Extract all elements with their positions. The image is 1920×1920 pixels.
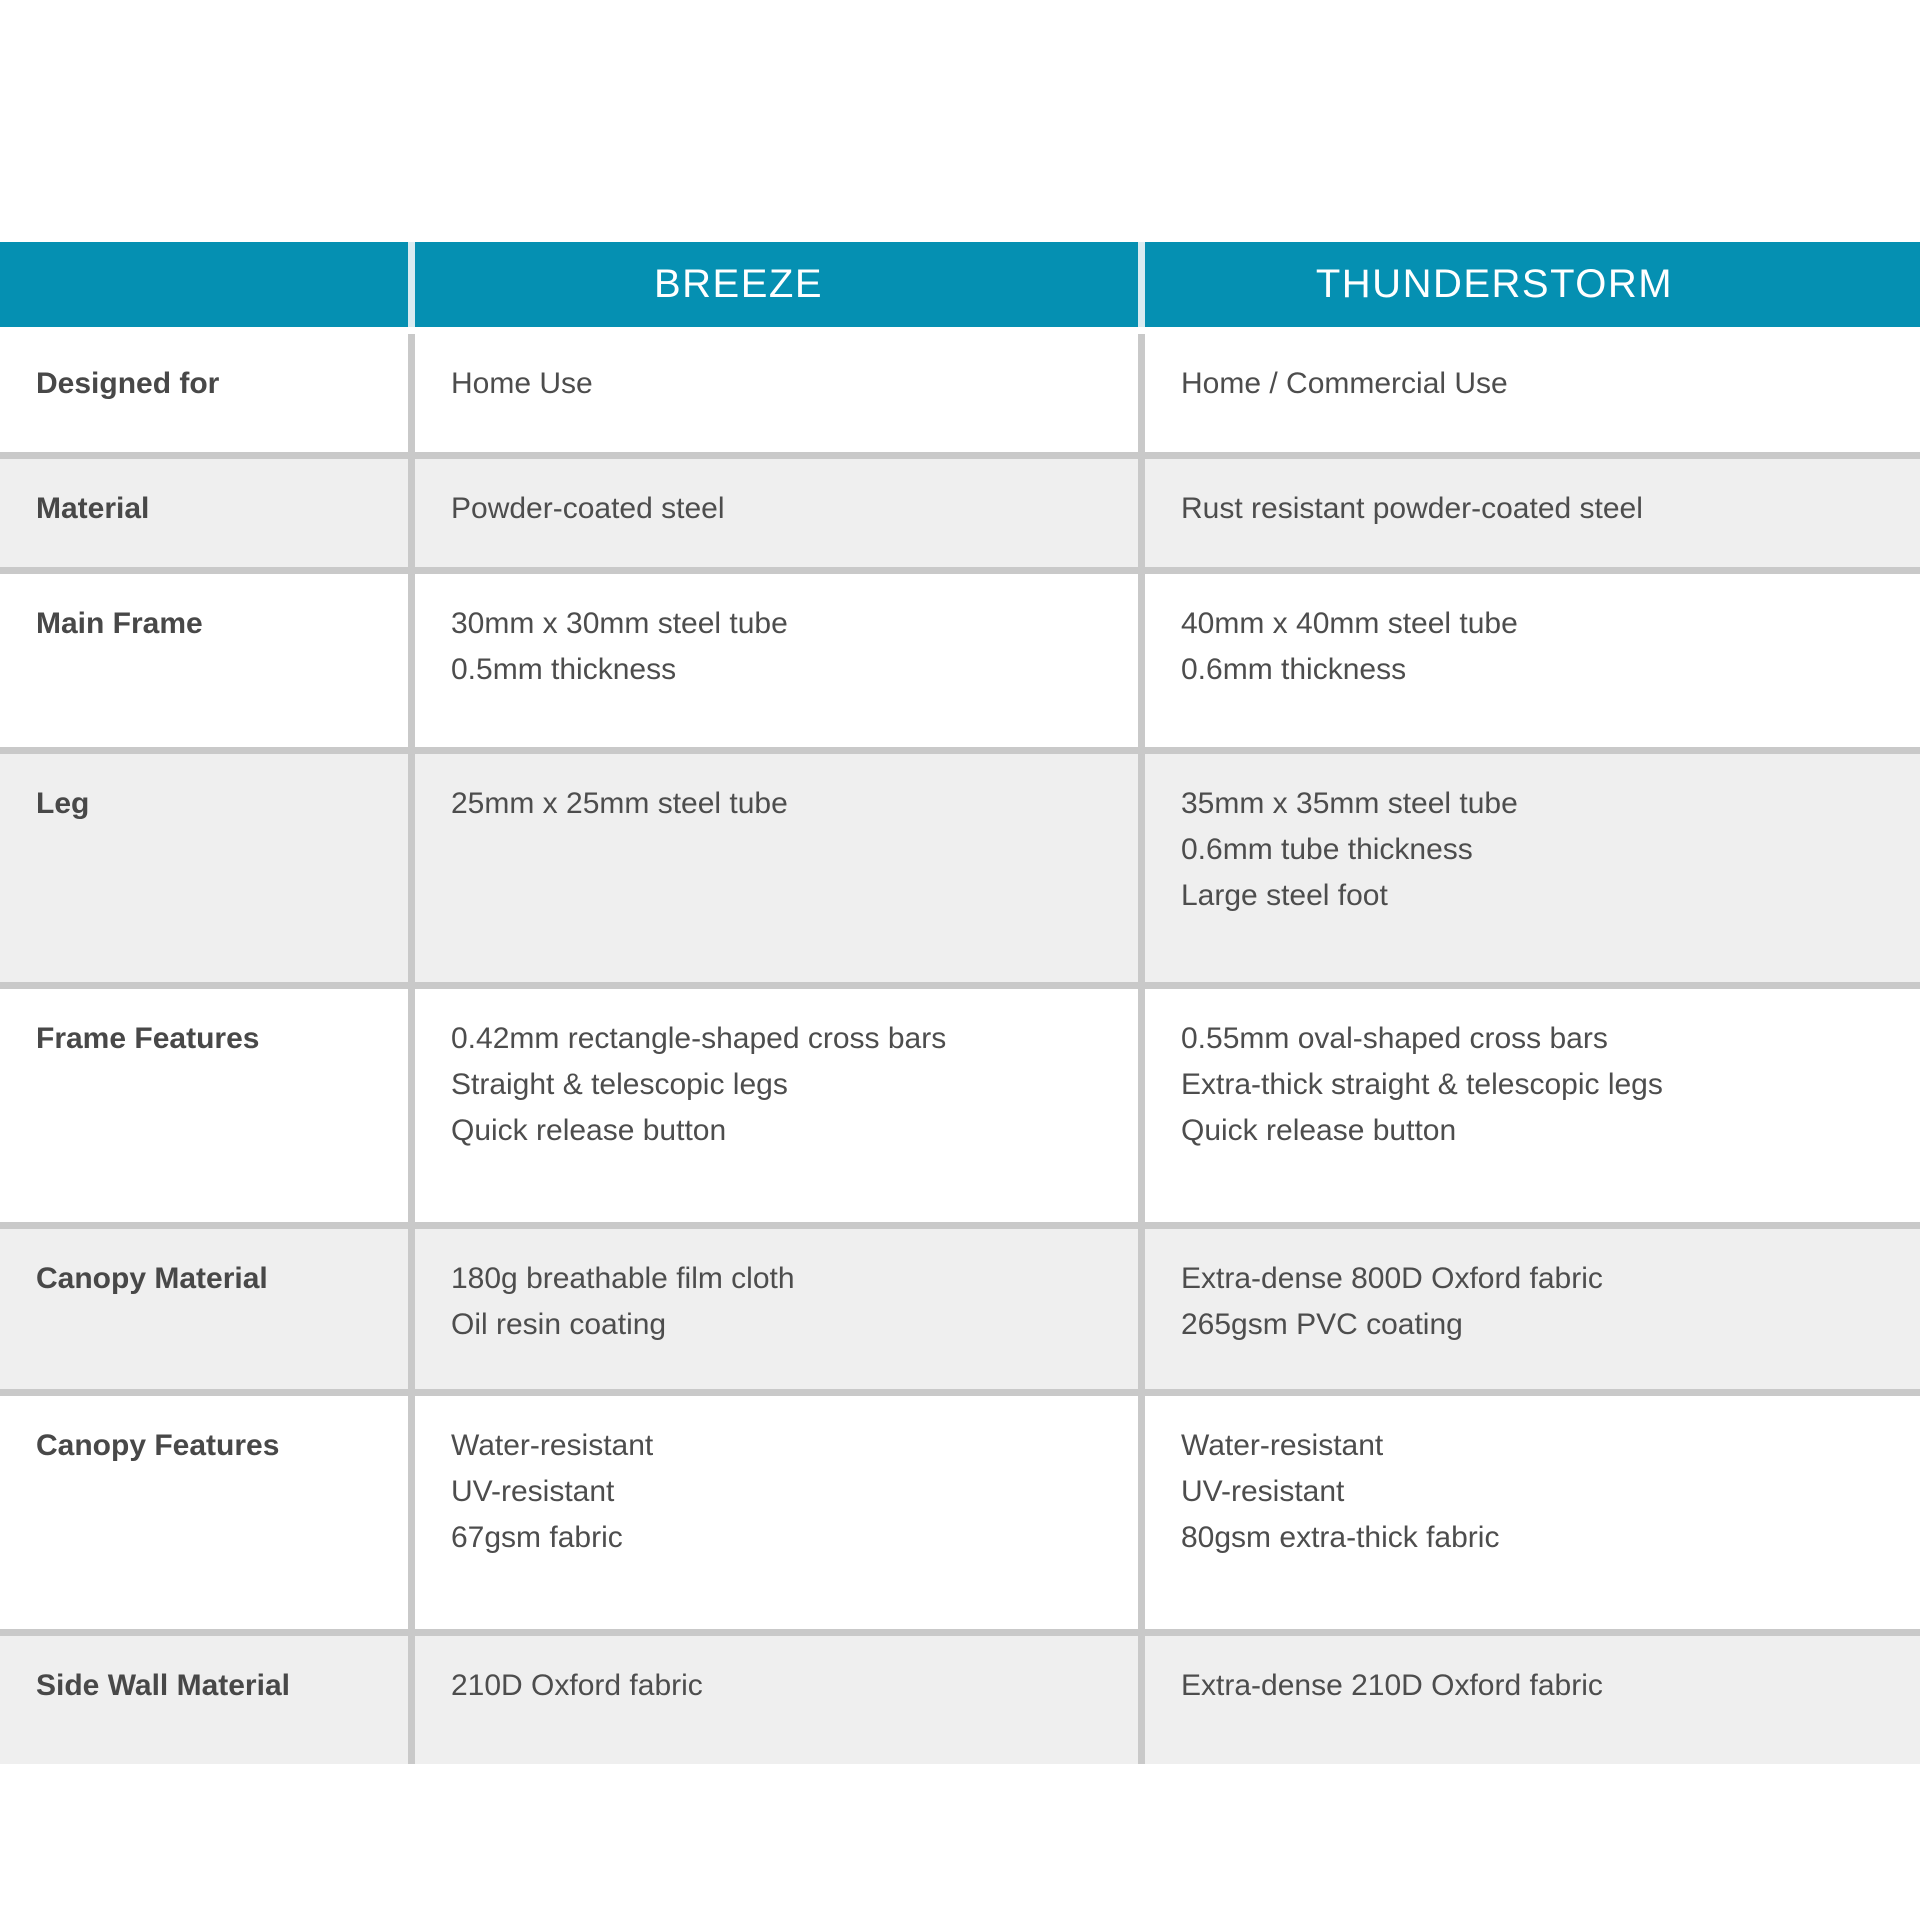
table-header-row (0, 242, 1920, 327)
value-line: 180g breathable film cloth (451, 1262, 795, 1295)
value-line: Rust resistant powder-coated steel (1181, 492, 1643, 525)
breeze-value (415, 459, 1138, 567)
row-label: Material (0, 459, 408, 567)
value-line: 0.42mm rectangle-shaped cross bars (451, 1022, 947, 1055)
value-line: 265gsm PVC coating (1181, 1308, 1463, 1341)
value-line: 30mm x 30mm steel tube (451, 607, 788, 640)
value-line: UV-resistant (1181, 1475, 1345, 1508)
row-label: Frame Features (0, 989, 408, 1222)
value-line: Home / Commercial Use (1181, 367, 1508, 400)
breeze-value (415, 574, 1138, 747)
table-header-thunderstorm: THUNDERSTORM (1145, 242, 1920, 327)
value-line: Water-resistant (1181, 1429, 1384, 1462)
value-line: Home Use (451, 367, 593, 400)
table-header-breeze: BREEZE (415, 242, 1138, 327)
value-line: Powder-coated steel (451, 492, 725, 525)
row-label: Designed for (0, 334, 408, 452)
breeze-value (415, 1229, 1138, 1389)
row-label: Canopy Features (0, 1396, 408, 1629)
value-line: 25mm x 25mm steel tube (451, 787, 788, 820)
value-line: Extra-thick straight & telescopic legs (1181, 1068, 1663, 1101)
value-line: Water-resistant (451, 1429, 654, 1462)
value-line: Extra-dense 800D Oxford fabric (1181, 1262, 1603, 1295)
value-line: 0.6mm thickness (1181, 653, 1407, 686)
value-line: 80gsm extra-thick fabric (1181, 1521, 1500, 1554)
thunderstorm-value (1145, 334, 1920, 452)
value-line: Quick release button (451, 1114, 727, 1147)
value-line: Straight & telescopic legs (451, 1068, 788, 1101)
value-line: 67gsm fabric (451, 1521, 623, 1554)
value-line: UV-resistant (451, 1475, 615, 1508)
value-line: Oil resin coating (451, 1308, 667, 1341)
breeze-value (415, 754, 1138, 982)
value-line: 35mm x 35mm steel tube (1181, 787, 1518, 820)
row-label: Leg (0, 754, 408, 982)
breeze-value (415, 989, 1138, 1222)
value-line: 0.55mm oval-shaped cross bars (1181, 1022, 1608, 1055)
table-body (0, 334, 1920, 1764)
breeze-value (415, 1396, 1138, 1629)
value-line: Extra-dense 210D Oxford fabric (1181, 1669, 1603, 1702)
breeze-value (415, 1636, 1138, 1764)
row-label: Main Frame (0, 574, 408, 747)
value-line: Quick release button (1181, 1114, 1457, 1147)
thunderstorm-value (1145, 459, 1920, 567)
thunderstorm-value (1145, 989, 1920, 1222)
value-line: 40mm x 40mm steel tube (1181, 607, 1518, 640)
value-line: 0.6mm tube thickness (1181, 833, 1473, 866)
table-header-empty (0, 242, 408, 327)
row-label: Side Wall Material (0, 1636, 408, 1764)
thunderstorm-value (1145, 1229, 1920, 1389)
value-line: Large steel foot (1181, 879, 1388, 912)
thunderstorm-value (1145, 754, 1920, 982)
value-line: 210D Oxford fabric (451, 1669, 703, 1702)
row-label: Canopy Material (0, 1229, 408, 1389)
breeze-value (415, 334, 1138, 452)
thunderstorm-value (1145, 574, 1920, 747)
value-line: 0.5mm thickness (451, 653, 677, 686)
thunderstorm-value (1145, 1396, 1920, 1629)
thunderstorm-value (1145, 1636, 1920, 1764)
